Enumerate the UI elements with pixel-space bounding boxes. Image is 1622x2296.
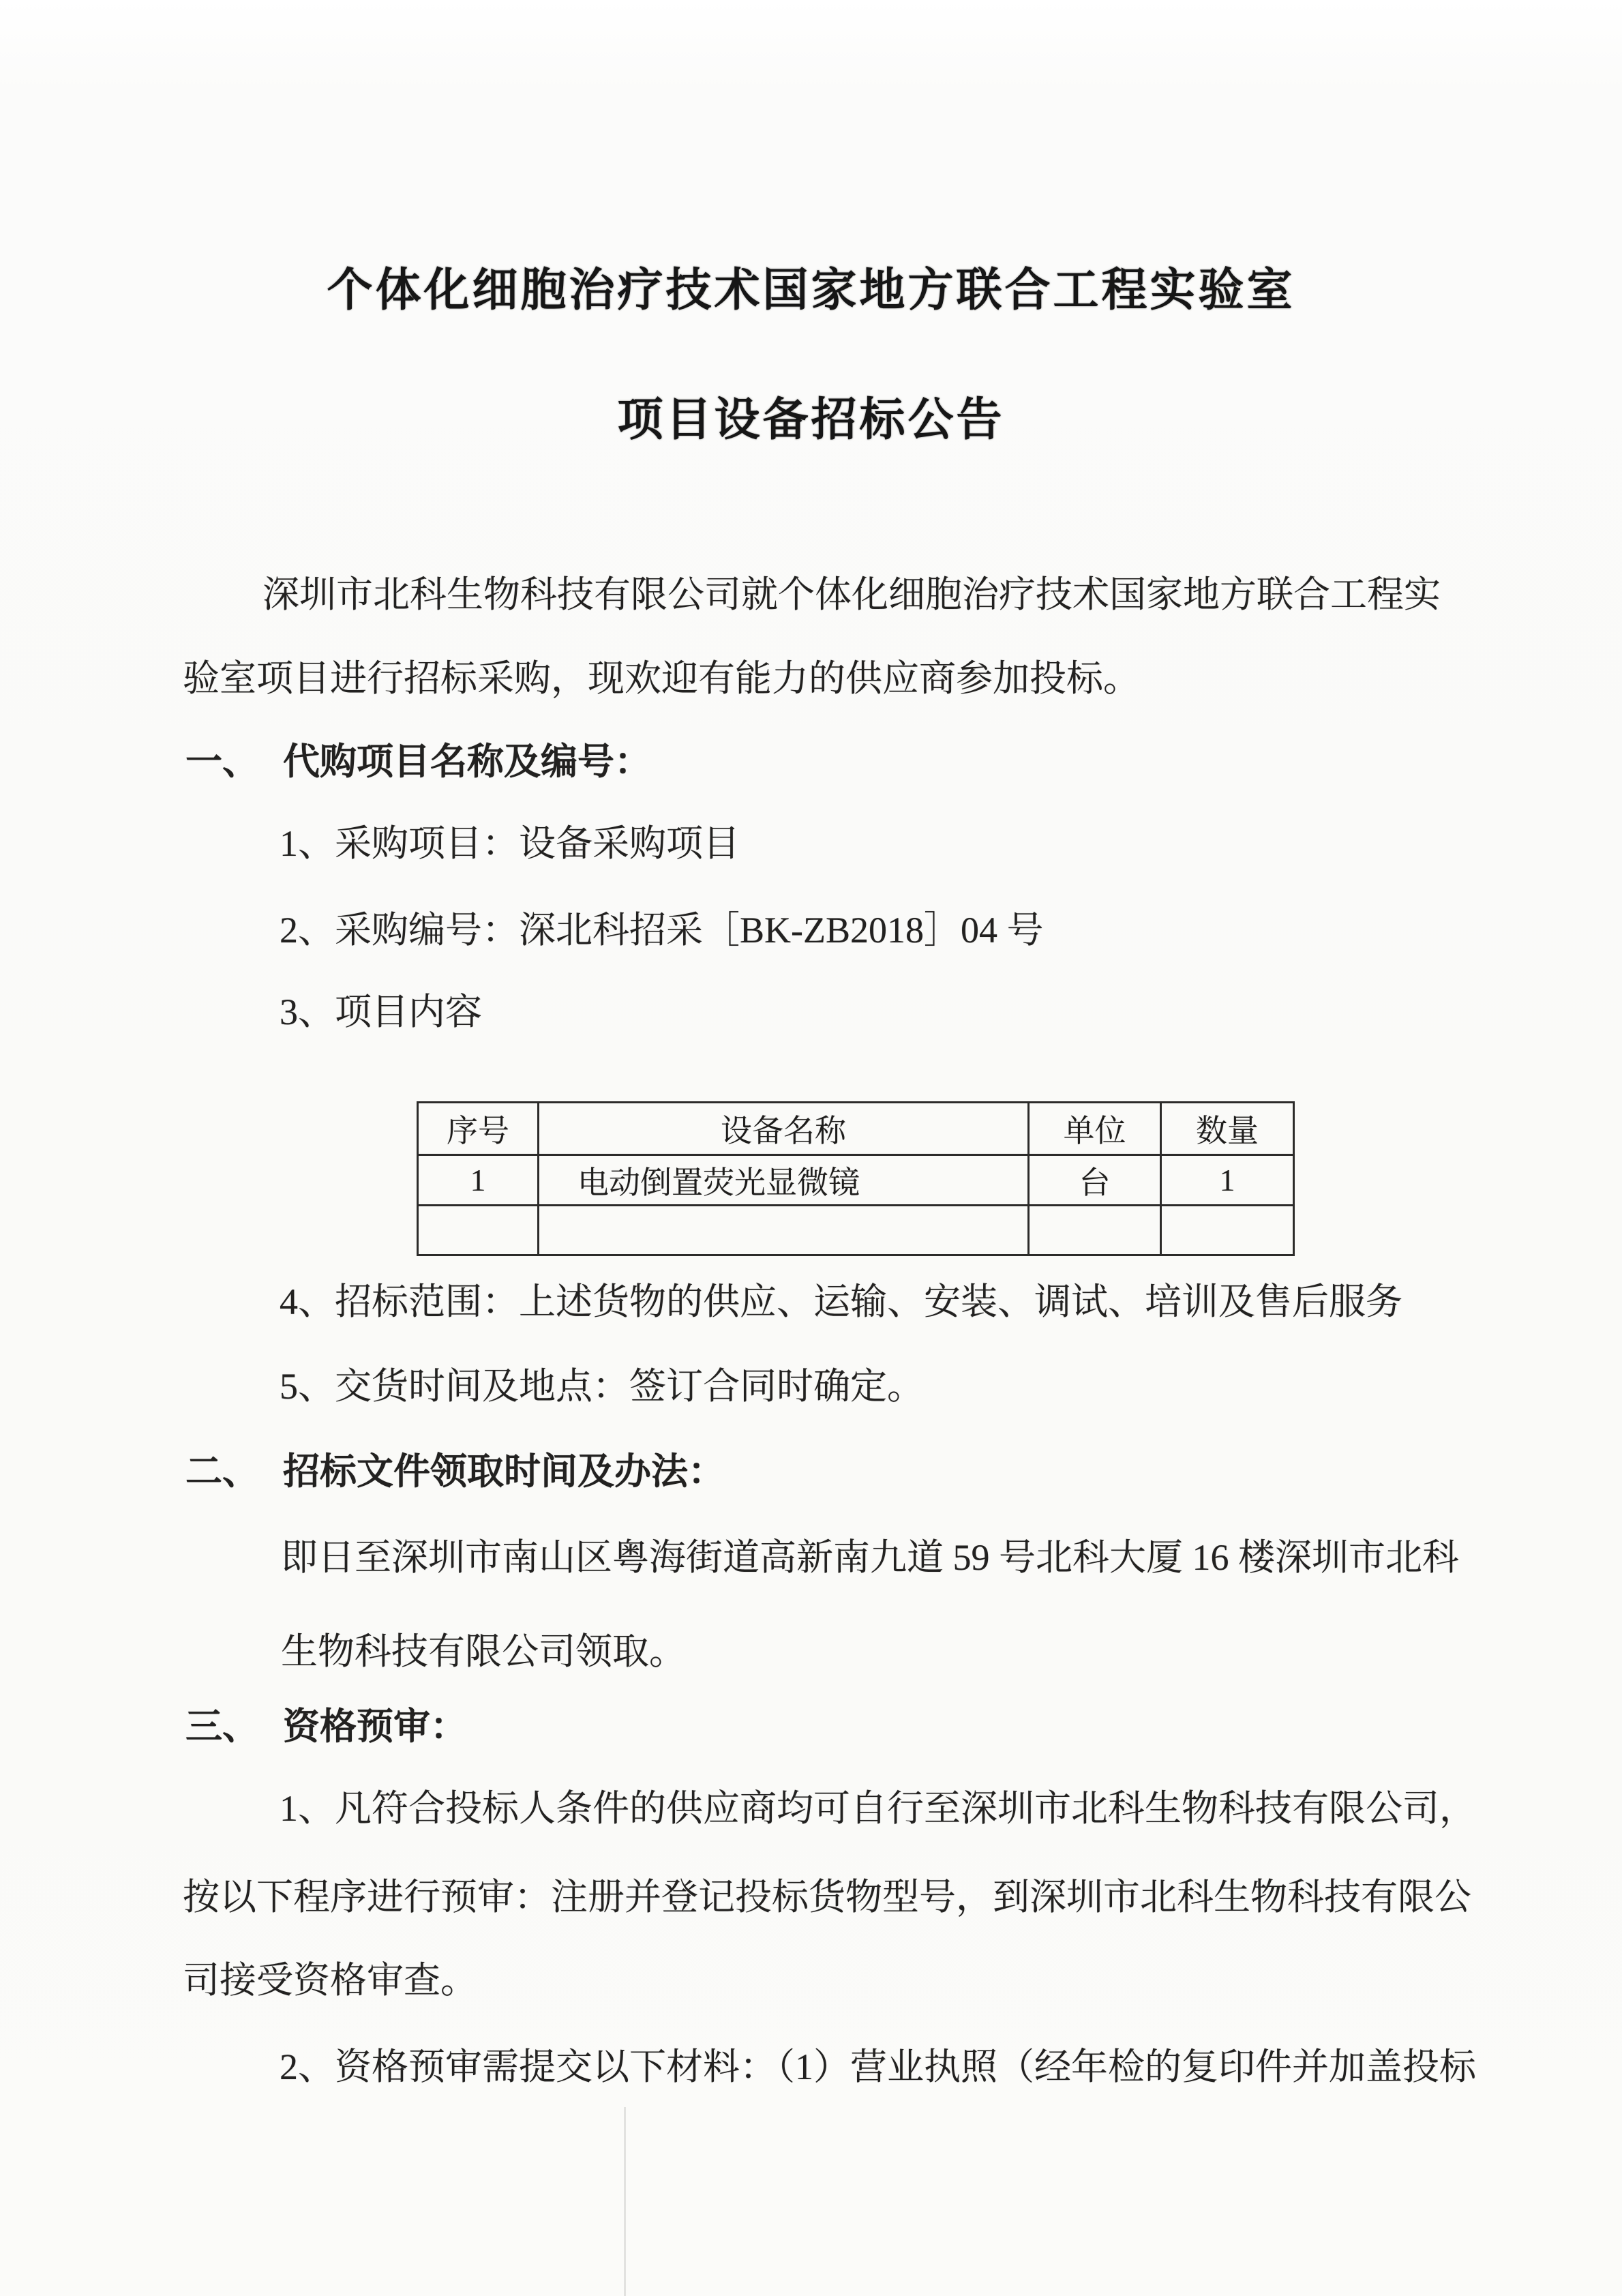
table-row [418, 1155, 1294, 1206]
section3-line-4: 2、资格预审需提交以下材料：（1）营业执照（经年检的复印件并加盖投标 [280, 2046, 1476, 2087]
section3-line-3: 司接受资格审查。 [183, 1960, 477, 2001]
table-cell-quantity-empty [1161, 1206, 1294, 1255]
section3-heading-text: 资格预审： [283, 1706, 467, 1747]
table-cell-seq: 1 [418, 1155, 539, 1206]
table-header-unit: 单位 [1029, 1103, 1161, 1155]
section3-line-2: 按以下程序进行预审：注册并登记投标货物型号，到深圳市北科生物科技有限公 [183, 1877, 1471, 1918]
table-cell-unit: 台 [1029, 1155, 1161, 1206]
section1-heading-text: 代购项目名称及编号： [283, 741, 651, 782]
table-header-name: 设备名称 [539, 1103, 1029, 1155]
section2-line-2: 生物科技有限公司领取。 [281, 1631, 686, 1672]
section1-item-5: 5、交货时间及地点：签订合同时确定。 [280, 1366, 924, 1407]
table-cell-seq-empty [418, 1206, 539, 1255]
section1-item-2: 2、采购编号：深北科招采［BK-ZB2018］04 号 [280, 910, 1044, 951]
section2-numeral: 二、 [185, 1451, 259, 1492]
section3-numeral: 三、 [185, 1706, 259, 1747]
scan-artifact [624, 2107, 626, 2296]
table-header-seq: 序号 [418, 1103, 539, 1155]
table-row-empty [418, 1206, 1294, 1255]
section2-line-1: 即日至深圳市南山区粤海街道高新南九道 59 号北科大厦 16 楼深圳市北科 [281, 1537, 1459, 1578]
document-title-line1: 个体化细胞治疗技术国家地方联合工程实验室 [327, 265, 1295, 316]
document-title-line2: 项目设备招标公告 [617, 395, 1005, 445]
table-header-row [418, 1103, 1294, 1155]
section3-heading [185, 1705, 467, 1748]
table-cell-name-empty [539, 1206, 1029, 1255]
section1-item-3: 3、项目内容 [280, 992, 482, 1032]
intro-line-2: 验室项目进行招标采购，现欢迎有能力的供应商参加投标。 [183, 658, 1140, 699]
section1-numeral: 一、 [185, 741, 259, 782]
table-cell-unit-empty [1029, 1206, 1161, 1255]
section2-heading [185, 1450, 725, 1493]
section2-heading-text: 招标文件领取时间及办法： [283, 1451, 725, 1492]
section3-line-1: 1、凡符合投标人条件的供应商均可自行至深圳市北科生物科技有限公司， [280, 1788, 1476, 1829]
section1-heading [185, 740, 651, 784]
table-cell-quantity: 1 [1161, 1155, 1294, 1206]
table-cell-name: 电动倒置荧光显微镜 [539, 1155, 1029, 1206]
equipment-table [417, 1101, 1295, 1256]
intro-line-1: 深圳市北科生物科技有限公司就个体化细胞治疗技术国家地方联合工程实 [262, 574, 1441, 615]
section1-item-1: 1、采购项目：设备采购项目 [280, 823, 740, 864]
table-header-quantity: 数量 [1161, 1103, 1294, 1155]
section1-item-4: 4、招标范围：上述货物的供应、运输、安装、调试、培训及售后服务 [280, 1281, 1402, 1322]
